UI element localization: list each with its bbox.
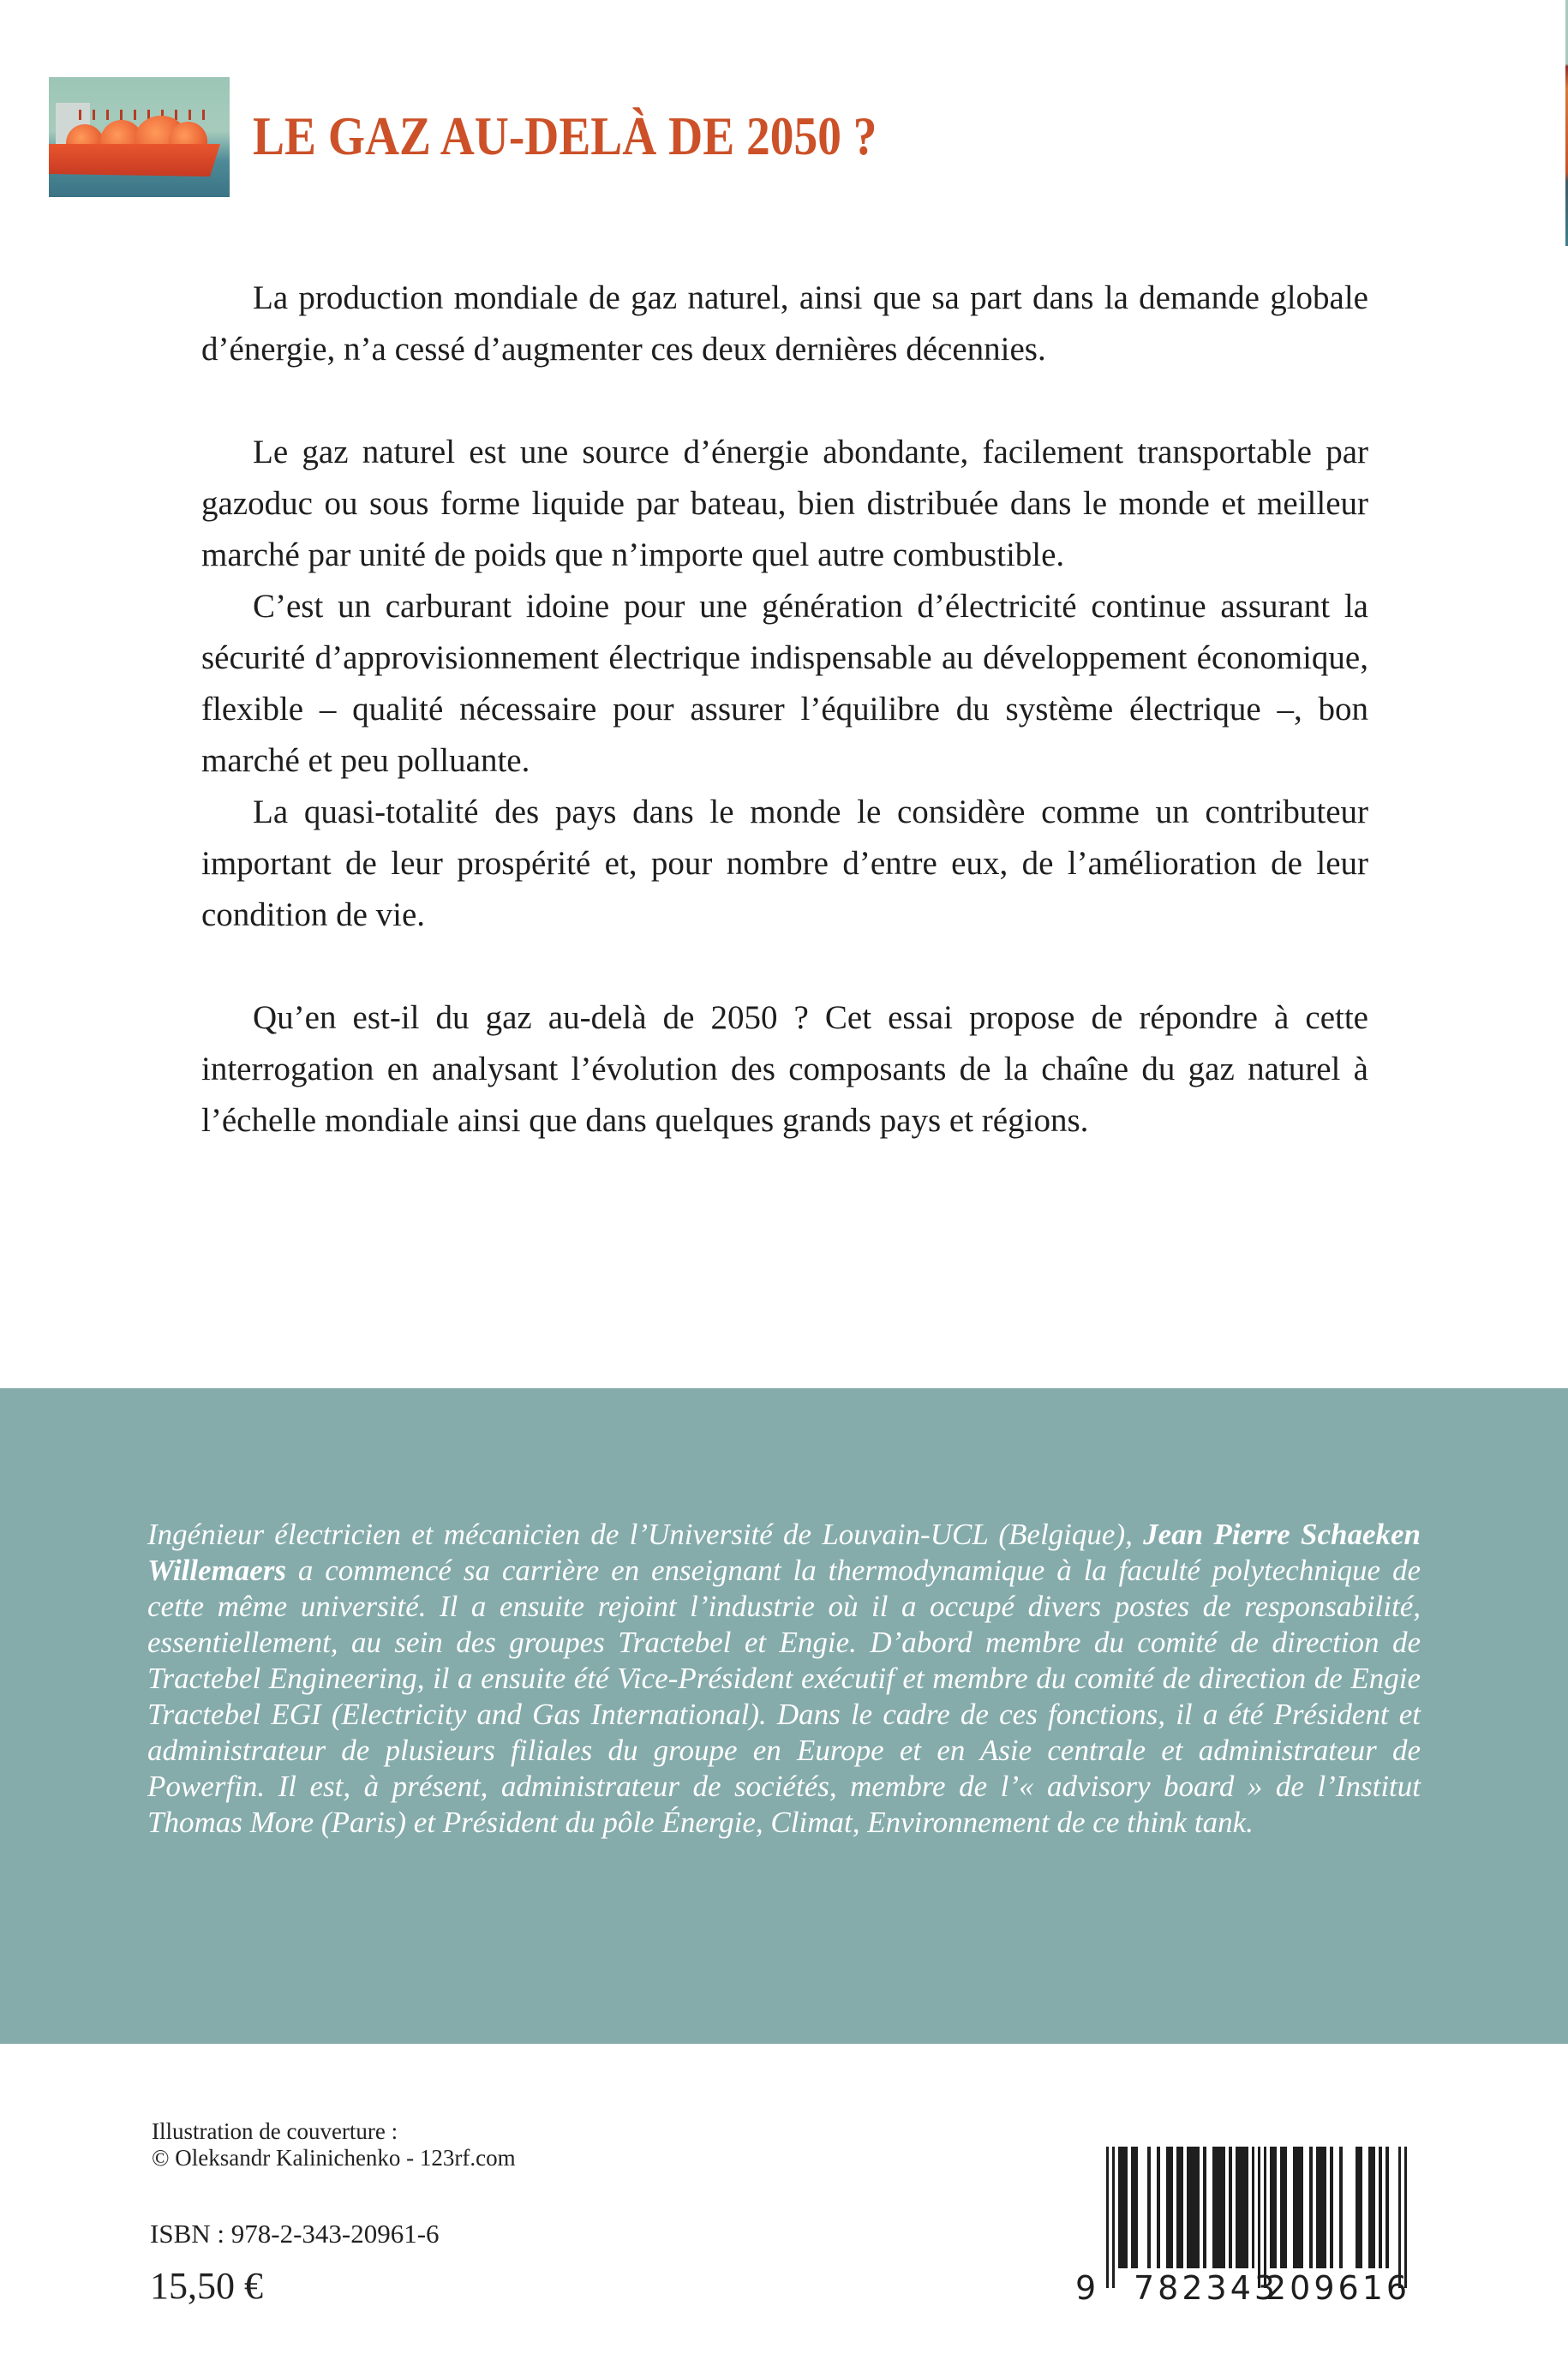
book-title: LE GAZ AU-DELÀ DE 2050 ?: [253, 106, 877, 166]
summary-paragraph: La production mondiale de gaz naturel, ainsi que sa part dans la demande globale d’énergie, n’a cessé d’augmenter ces deux dernières décennies.: [201, 279, 1368, 368]
author-bio-band: [0, 1388, 1568, 2044]
isbn-barcode: [1067, 2147, 1427, 2305]
cover-header: [49, 77, 1505, 199]
book-summary: [201, 273, 1368, 1147]
author-name: Jean Pierre Schaeken Willemaers: [147, 1518, 1421, 1587]
bio-text-after-author: a commencé sa carrière en enseignant la thermodynamique à la faculté polytechnique de cette même université. Il a ensuite rejoint l’industrie où il a occupé divers postes de responsabilité, essentiellement, au sein des groupes Tractebel et Engie. D’abord membre du comité de direction de Tractebel Engineering, il a ensuite été Vice-Président exécutif et membre du comité de direction de Engie Tractebel EGI (Electricity and Gas International). Dans le cadre de ces fonctions, il a été Président et administrateur de plusieurs filiales du groupe en Europe et en Asie centrale et administrateur de Powerfin. Il est, à présent, administrateur de sociétés, membre de l’« advisory board » de l’Institut Thomas More (Paris) et Président du pôle Énergie, Climat, Environnement de ce think tank.: [147, 1554, 1421, 1839]
lng-tanker-thumbnail-image: [49, 77, 230, 197]
barcode-left-digits: 782343: [1134, 2269, 1279, 2307]
summary-paragraph: Qu’en est-il du gaz au-delà de 2050 ? Cet essai propose de répondre à cette interrogation en analysant l’évolution des composants de la chaîne du gaz naturel à l’échelle mondiale ainsi que dans quelques grands pays et régions.: [201, 999, 1368, 1139]
barcode-right-digits: 209616: [1266, 2269, 1411, 2307]
credit-label: Illustration de couverture :: [152, 2118, 398, 2144]
barcode-first-digit: 9: [1075, 2269, 1097, 2307]
author-bio: [147, 1517, 1421, 1841]
price: 15,50 €: [150, 2265, 263, 2307]
ship-deck-pipes-shape: [79, 110, 207, 120]
summary-paragraph: Le gaz naturel est une source d’énergie abondante, facilement transportable par gazoduc ou sous forme liquide par bateau, bien distribuée dans le monde et meilleur marché par unité de poids que n’importe quel autre combustible.: [201, 434, 1368, 573]
isbn: ISBN : 978-2-343-20961-6: [150, 2219, 440, 2249]
bio-text-before-author: Ingénieur électricien et mécanicien de l’Université de Louvain-UCL (Belgique),: [147, 1518, 1144, 1551]
summary-paragraph: La quasi-totalité des pays dans le monde le considère comme un contributeur important de leur prospérité et, pour nombre d’entre eux, de l’amélioration de leur condition de vie.: [201, 794, 1368, 933]
ship-hull-shape: [49, 144, 220, 177]
cover-illustration-credit: [152, 2118, 516, 2171]
credit-author: © Oleksandr Kalinichenko - 123rf.com: [152, 2145, 516, 2171]
summary-paragraph: C’est un carburant idoine pour une génération d’électricité continue assurant la sécurité d’approvisionnement électrique indispensable au développement économique, flexible – qualité nécessaire pour assurer l’équilibre du système électrique –, bon marché et peu polluante.: [201, 588, 1368, 779]
